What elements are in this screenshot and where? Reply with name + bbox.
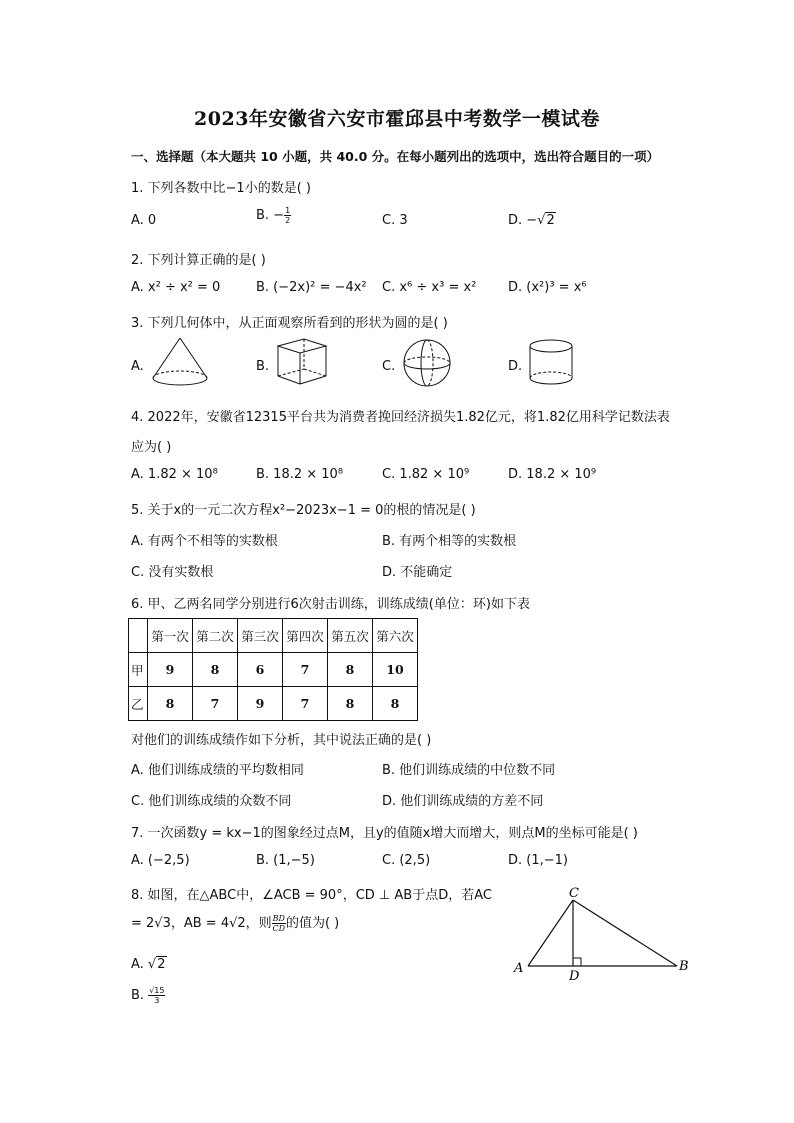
row-label: 乙: [129, 687, 148, 721]
q8-b-denominator: 3: [154, 996, 160, 1005]
q5-stem: 5. 关于x的一元二次方程x²−2023x−1 = 0的根的情况是( ): [131, 503, 476, 518]
table-corner-cell: [129, 619, 148, 653]
table-cell: 7: [193, 687, 238, 721]
q2-option-a: A. x² ÷ x² = 0: [131, 280, 221, 295]
score-table: [128, 618, 418, 721]
q4-stem-line1: 4. 2022年，安徽省12315平台共为消费者挽回经济损失1.82亿元，将1.82亿用科学记数法表: [131, 410, 670, 425]
vertex-label-b: B: [679, 959, 689, 974]
q8-option-a: [131, 957, 167, 972]
cone-figure: [150, 336, 210, 388]
table-cell: 8: [193, 653, 238, 687]
sphere-figure: [401, 338, 453, 388]
table-header-cell: 第三次: [238, 619, 283, 653]
q3-option-d: D.: [508, 359, 523, 374]
q6-option-a: A. 他们训练成绩的平均数相同: [131, 763, 304, 778]
table-header-cell: 第五次: [328, 619, 373, 653]
q2-option-d: D. (x²)³ = x⁶: [508, 280, 587, 295]
table-cell: 7: [283, 653, 328, 687]
table-cell: 7: [283, 687, 328, 721]
q7-option-d: D. (1,−1): [508, 853, 568, 868]
table-cell: 9: [238, 687, 283, 721]
table-cell: 6: [238, 653, 283, 687]
q3-stem: 3. 下列几何体中，从正面观察所看到的形状为圆的是( ): [131, 316, 448, 331]
table-cell: 8: [328, 687, 373, 721]
q8-fraction: [272, 914, 286, 933]
q8-stem-post: 的值为( ): [285, 916, 340, 931]
table-cell: 8: [148, 687, 193, 721]
q8-b-prefix: B.: [131, 988, 145, 1003]
q2-option-c: C. x⁶ ÷ x³ = x²: [382, 280, 477, 295]
q3-option-c: C.: [382, 359, 396, 374]
section-heading: 一、选择题（本大题共 10 小题，共 40.0 分。在每小题列出的选项中，选出符合题目的一项）: [131, 149, 660, 164]
table-header-cell: 第六次: [373, 619, 418, 653]
prism-figure: [270, 336, 330, 388]
vertex-label-d: D: [569, 969, 580, 984]
q4-option-a: A. 1.82 × 10⁸: [131, 467, 218, 482]
q7-option-c: C. (2,5): [382, 853, 431, 868]
row-label: 甲: [129, 653, 148, 687]
q8-frac-numerator: BD: [272, 914, 285, 923]
q8-stem-line2: [131, 912, 339, 933]
q1-option-b-prefix: B. −: [256, 208, 285, 223]
q4-option-d: D. 18.2 × 10⁹: [508, 467, 597, 482]
table-row: [129, 653, 418, 687]
q8-stem-line1: 8. 如图，在△ABC中，∠ACB = 90°，CD ⊥ AB于点D，若AC: [131, 888, 492, 903]
q7-option-b: B. (1,−5): [256, 853, 315, 868]
vertex-label-c: C: [569, 886, 579, 901]
table-cell: 8: [328, 653, 373, 687]
table-header-cell: 第一次: [148, 619, 193, 653]
table-cell: 8: [373, 687, 418, 721]
q4-option-b: B. 18.2 × 10⁸: [256, 467, 344, 482]
q4-stem-line2: 应为( ): [131, 440, 172, 455]
q6-stem: 6. 甲、乙两名同学分别进行6次射击训练，训练成绩(单位：环)如下表: [131, 597, 530, 612]
q8-a-radicand: 2: [157, 957, 166, 972]
table-cell: 9: [148, 653, 193, 687]
q1-b-numerator: 1: [285, 206, 291, 215]
q6-option-d: D. 他们训练成绩的方差不同: [382, 794, 544, 809]
q8-option-b: [131, 986, 165, 1005]
q8-stem-pre: = 2√3，AB = 4√2，则: [131, 916, 272, 931]
q7-option-a: A. (−2,5): [131, 853, 190, 868]
q8-frac-denominator: CD: [272, 924, 286, 933]
q5-option-d: D. 不能确定: [382, 565, 453, 580]
q1-option-b-fraction: [284, 206, 291, 225]
q1-option-c: C. 3: [382, 213, 408, 228]
table-cell: 10: [373, 653, 418, 687]
q3-option-a: A.: [131, 359, 144, 374]
q1-d-radicand: 2: [546, 213, 555, 228]
triangle-figure: [505, 880, 705, 990]
table-header-cell: 第二次: [193, 619, 238, 653]
q1-stem: 1. 下列各数中比−1小的数是( ): [131, 181, 311, 196]
q5-option-a: A. 有两个不相等的实数根: [131, 534, 278, 549]
q7-stem: 7. 一次函数y = kx−1的图象经过点M，且y的值随x增大而增大，则点M的坐标可能是( ): [131, 826, 638, 841]
table-header-row: [129, 619, 418, 653]
q3-option-b: B.: [256, 359, 270, 374]
q8-b-numerator: √15: [149, 986, 165, 995]
table-header-cell: 第四次: [283, 619, 328, 653]
q1-option-b: [256, 206, 291, 225]
q8-b-fraction: [148, 986, 165, 1005]
cylinder-figure: [527, 338, 577, 388]
vertex-label-a: A: [514, 961, 524, 976]
q5-option-c: C. 没有实数根: [131, 565, 214, 580]
q2-option-b: B. (−2x)² = −4x²: [256, 280, 367, 295]
q2-stem: 2. 下列计算正确的是( ): [131, 253, 266, 268]
q6-after-text: 对他们的训练成绩作如下分析，其中说法正确的是( ): [131, 733, 432, 748]
q5-option-b: B. 有两个相等的实数根: [382, 534, 517, 549]
q4-option-c: C. 1.82 × 10⁹: [382, 467, 470, 482]
q8-a-prefix: A. √: [131, 957, 157, 972]
q6-option-b: B. 他们训练成绩的中位数不同: [382, 763, 556, 778]
q6-option-c: C. 他们训练成绩的众数不同: [131, 794, 292, 809]
q1-option-a: A. 0: [131, 213, 157, 228]
q1-d-prefix: D. −√: [508, 213, 546, 228]
page-title: 2023年安徽省六安市霍邱县中考数学一模试卷: [194, 108, 600, 130]
table-row: [129, 687, 418, 721]
q1-b-denominator: 2: [285, 216, 291, 225]
q1-option-d: [508, 213, 556, 228]
